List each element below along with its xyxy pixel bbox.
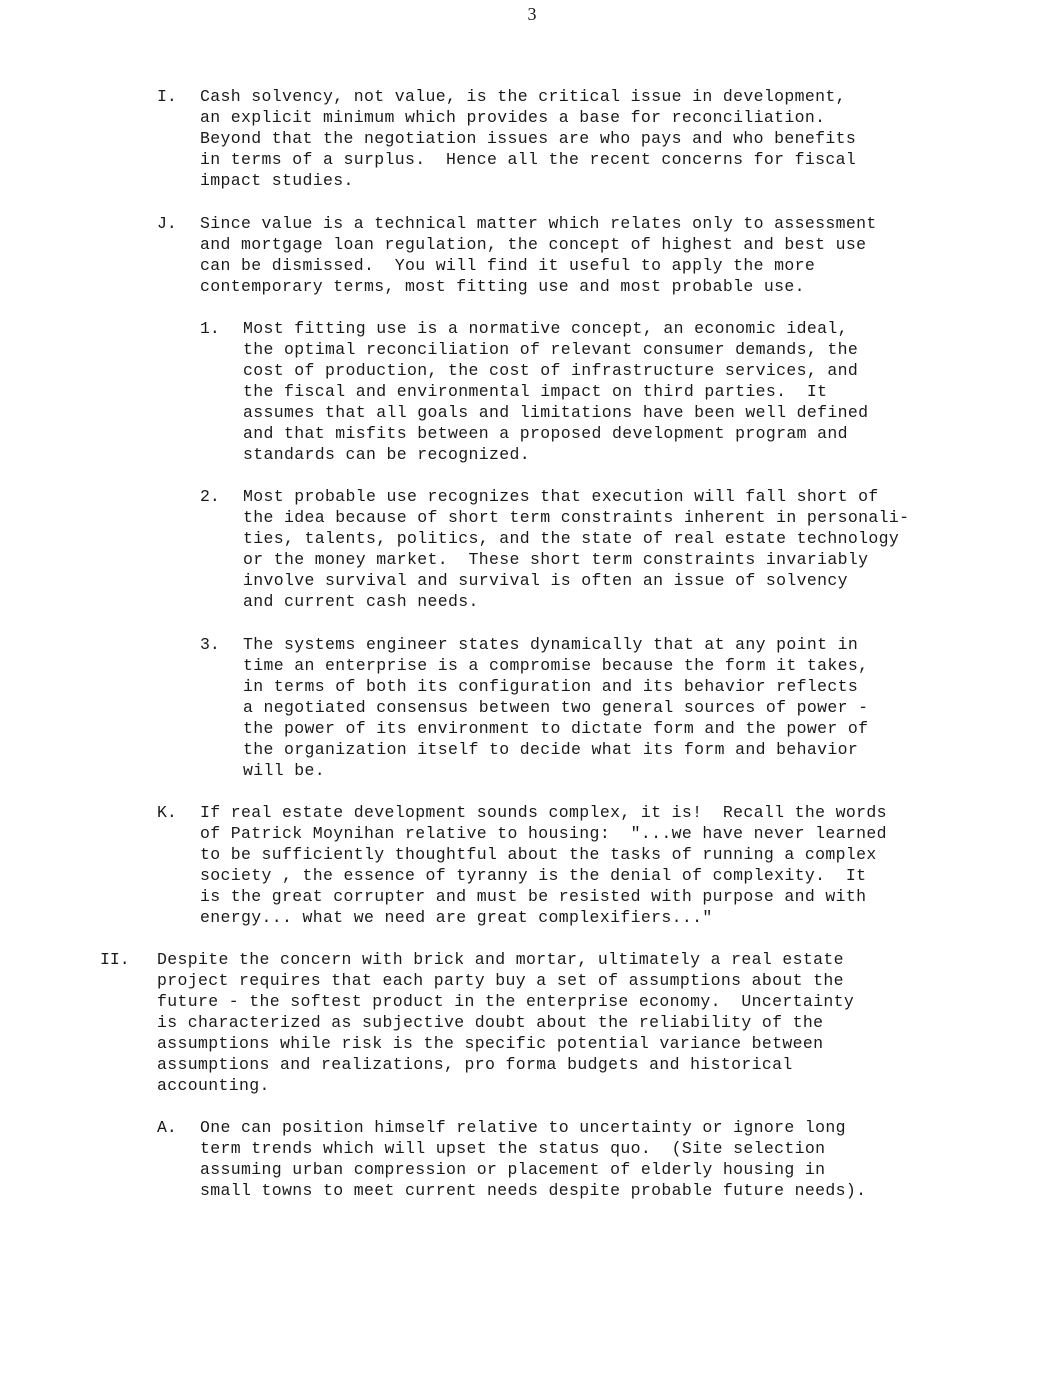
text-line: Since value is a technical matter which relates only to assessment [200, 214, 877, 233]
text-line: If real estate development sounds complex, it is! Recall the words [200, 803, 887, 822]
text-line: small towns to meet current needs despite probable future needs). [200, 1181, 867, 1200]
item-body [243, 318, 1013, 465]
text-line: in terms of both its configuration and its behavior reflects [243, 677, 859, 696]
text-line: a negotiated consensus between two general sources of power - [243, 698, 869, 717]
text-line: contemporary terms, most fitting use and most probable use. [200, 277, 805, 296]
text-line: can be dismissed. You will find it useful to apply the more [200, 256, 816, 275]
text-line: Despite the concern with brick and mortar, ultimately a real estate [157, 950, 844, 969]
outline-item-3 [200, 634, 1013, 781]
item-marker: K. [157, 803, 177, 822]
item-body [157, 949, 947, 1096]
item-marker: 3. [200, 635, 220, 654]
item-body [200, 1117, 970, 1201]
text-line: the idea because of short term constraints inherent in personali- [243, 508, 910, 527]
text-line: Most fitting use is a normative concept, an economic ideal, [243, 319, 848, 338]
text-line: or the money market. These short term constraints invariably [243, 550, 869, 569]
outline-item-1 [200, 318, 1013, 465]
item-body [200, 86, 970, 191]
text-line: the power of its environment to dictate form and the power of [243, 719, 869, 738]
text-line: assumes that all goals and limitations have been well defined [243, 403, 869, 422]
outline-item-i [157, 86, 970, 191]
text-line: Most probable use recognizes that execution will fall short of [243, 487, 879, 506]
text-line: time an enterprise is a compromise because the form it takes, [243, 656, 869, 675]
item-marker: J. [157, 214, 177, 233]
item-marker: 2. [200, 487, 220, 506]
text-line: an explicit minimum which provides a base for reconciliation. [200, 108, 826, 127]
text-line: will be. [243, 761, 326, 780]
text-line: accounting. [157, 1076, 270, 1095]
text-line: assumptions and realizations, pro forma budgets and historical [157, 1055, 793, 1074]
text-line: the fiscal and environmental impact on third parties. It [243, 382, 828, 401]
text-line: of Patrick Moynihan relative to housing: "...we have never learned [200, 824, 887, 843]
text-line: to be sufficiently thoughtful about the tasks of running a complex [200, 845, 877, 864]
outline-item-ii [100, 949, 947, 1096]
text-line: The systems engineer states dynamically that at any point in [243, 635, 859, 654]
text-line: assuming urban compression or placement of elderly housing in [200, 1160, 826, 1179]
text-line: is characterized as subjective doubt about the reliability of the [157, 1013, 824, 1032]
text-line: and mortgage loan regulation, the concept of highest and best use [200, 235, 867, 254]
item-marker: 1. [200, 319, 220, 338]
text-line: society , the essence of tyranny is the denial of complexity. It [200, 866, 867, 885]
outline-item-a [157, 1117, 970, 1201]
text-line: Beyond that the negotiation issues are who pays and who benefits [200, 129, 857, 148]
text-line: involve survival and survival is often an issue of solvency [243, 571, 848, 590]
text-line: One can position himself relative to uncertainty or ignore long [200, 1118, 846, 1137]
text-line: term trends which will upset the status quo. (Site selection [200, 1139, 826, 1158]
text-line: the optimal reconciliation of relevant consumer demands, the [243, 340, 859, 359]
text-line: and that misfits between a proposed development program and [243, 424, 848, 443]
item-body [200, 213, 970, 297]
text-line: cost of production, the cost of infrastructure services, and [243, 361, 859, 380]
text-line: energy... what we need are great complexifiers..." [200, 908, 713, 927]
text-line: impact studies. [200, 171, 354, 190]
text-line: project requires that each party buy a set of assumptions about the [157, 971, 844, 990]
item-body [243, 634, 1013, 781]
item-marker: A. [157, 1118, 177, 1137]
text-line: and current cash needs. [243, 592, 479, 611]
outline-item-k [157, 802, 970, 928]
item-body [243, 486, 1013, 612]
text-line: future - the softest product in the enterprise economy. Uncertainty [157, 992, 855, 1011]
item-marker: II. [100, 950, 130, 969]
outline-item-2 [200, 486, 1013, 612]
text-line: ties, talents, politics, and the state of real estate technology [243, 529, 900, 548]
outline-item-j [157, 213, 970, 297]
item-body [200, 802, 970, 928]
text-line: is the great corrupter and must be resisted with purpose and with [200, 887, 867, 906]
text-line: the organization itself to decide what its form and behavior [243, 740, 859, 759]
item-marker: I. [157, 87, 177, 106]
text-line: Cash solvency, not value, is the critical issue in development, [200, 87, 846, 106]
page-number: 3 [527, 4, 537, 24]
text-line: standards can be recognized. [243, 445, 531, 464]
text-line: in terms of a surplus. Hence all the recent concerns for fiscal [200, 150, 857, 169]
text-line: assumptions while risk is the specific potential variance between [157, 1034, 824, 1053]
